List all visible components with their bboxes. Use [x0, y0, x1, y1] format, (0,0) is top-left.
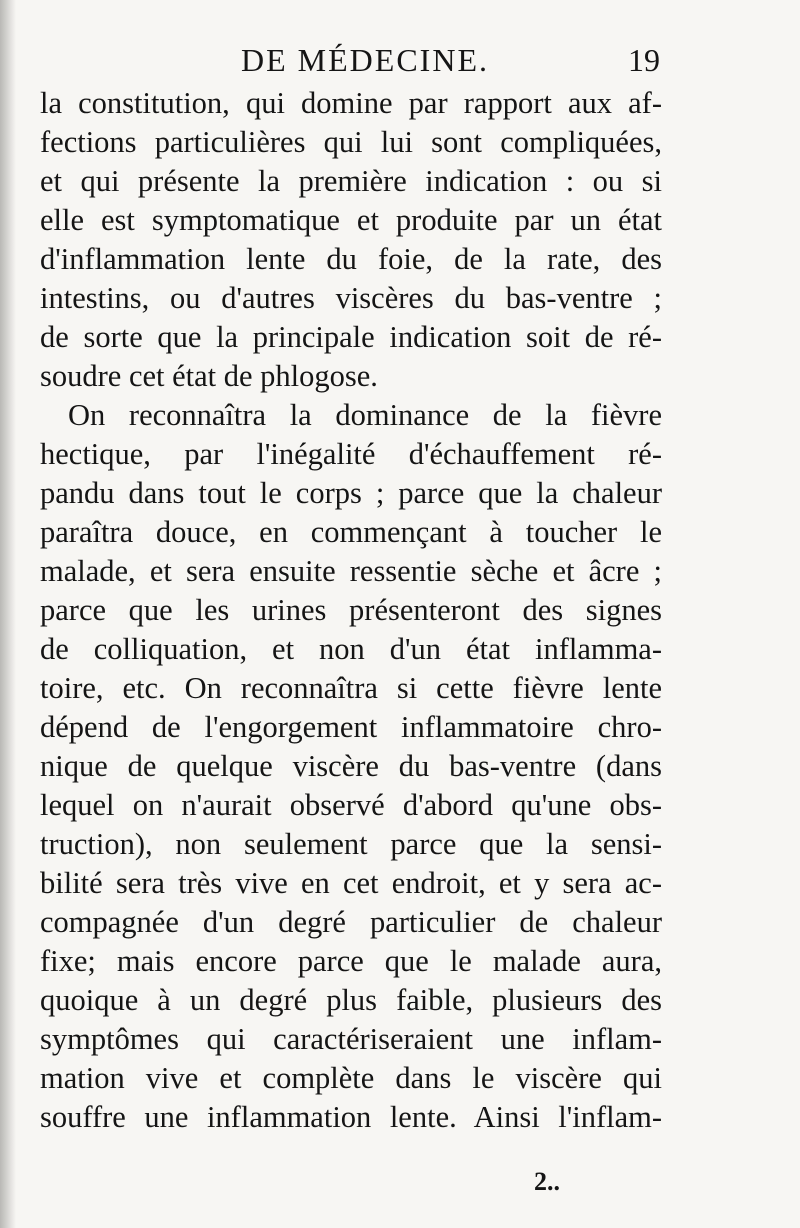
text-line-paragraph-end: soudre cet état de phlogose.	[40, 359, 378, 393]
running-head: DE MÉDECINE.	[241, 42, 489, 78]
text-line: toire, etc. On reconnaîtra si cette fièvre lente	[40, 671, 662, 705]
text-line: pandu dans tout le corps ; parce que la chaleur	[40, 476, 662, 510]
signature-mark: 2..	[534, 1167, 560, 1196]
text-line: de colliquation, et non d'un état inflamma-	[40, 632, 662, 666]
text-line: truction), non seulement parce que la sensi-	[40, 827, 662, 861]
text-line: lequel on n'aurait observé d'abord qu'une obs-	[40, 788, 662, 822]
page-number: 19	[628, 42, 660, 78]
text-line: et qui présente la première indication : ou si	[40, 164, 662, 198]
text-line: parce que les urines présenteront des signes	[40, 593, 662, 627]
text-line: d'inflammation lente du foie, de la rate, des	[40, 242, 662, 276]
text-line: symptômes qui caractériseraient une inflam-	[40, 1022, 662, 1056]
text-line: hectique, par l'inégalité d'échauffement ré-	[40, 437, 662, 471]
text-line: dépend de l'engorgement inflammatoire chro-	[40, 710, 662, 744]
text-line: de sorte que la principale indication soit de ré-	[40, 320, 662, 354]
body-text	[40, 84, 662, 1137]
text-line-paragraph-start: On reconnaîtra la dominance de la fièvre	[68, 398, 662, 432]
text-line: intestins, ou d'autres viscères du bas-ventre ;	[40, 281, 662, 315]
text-line: fections particulières qui lui sont compliquées,	[40, 125, 662, 159]
text-line: quoique à un degré plus faible, plusieurs des	[40, 983, 662, 1017]
text-line: mation vive et complète dans le viscère qui	[40, 1061, 662, 1095]
text-line: fixe; mais encore parce que le malade aura,	[40, 944, 662, 978]
text-line: nique de quelque viscère du bas-ventre (dans	[40, 749, 662, 783]
text-line: souffre une inflammation lente. Ainsi l'inflam-	[40, 1100, 662, 1134]
text-line: bilité sera très vive en cet endroit, et y sera ac-	[40, 866, 662, 900]
text-line: compagnée d'un degré particulier de chaleur	[40, 905, 662, 939]
text-line: elle est symptomatique et produite par un état	[40, 203, 662, 237]
text-line: paraîtra douce, en commençant à toucher le	[40, 515, 662, 549]
page-gutter-shadow	[0, 0, 16, 1228]
text-line: la constitution, qui domine par rapport aux af-	[40, 86, 662, 120]
text-line: malade, et sera ensuite ressentie sèche et âcre ;	[40, 554, 662, 588]
